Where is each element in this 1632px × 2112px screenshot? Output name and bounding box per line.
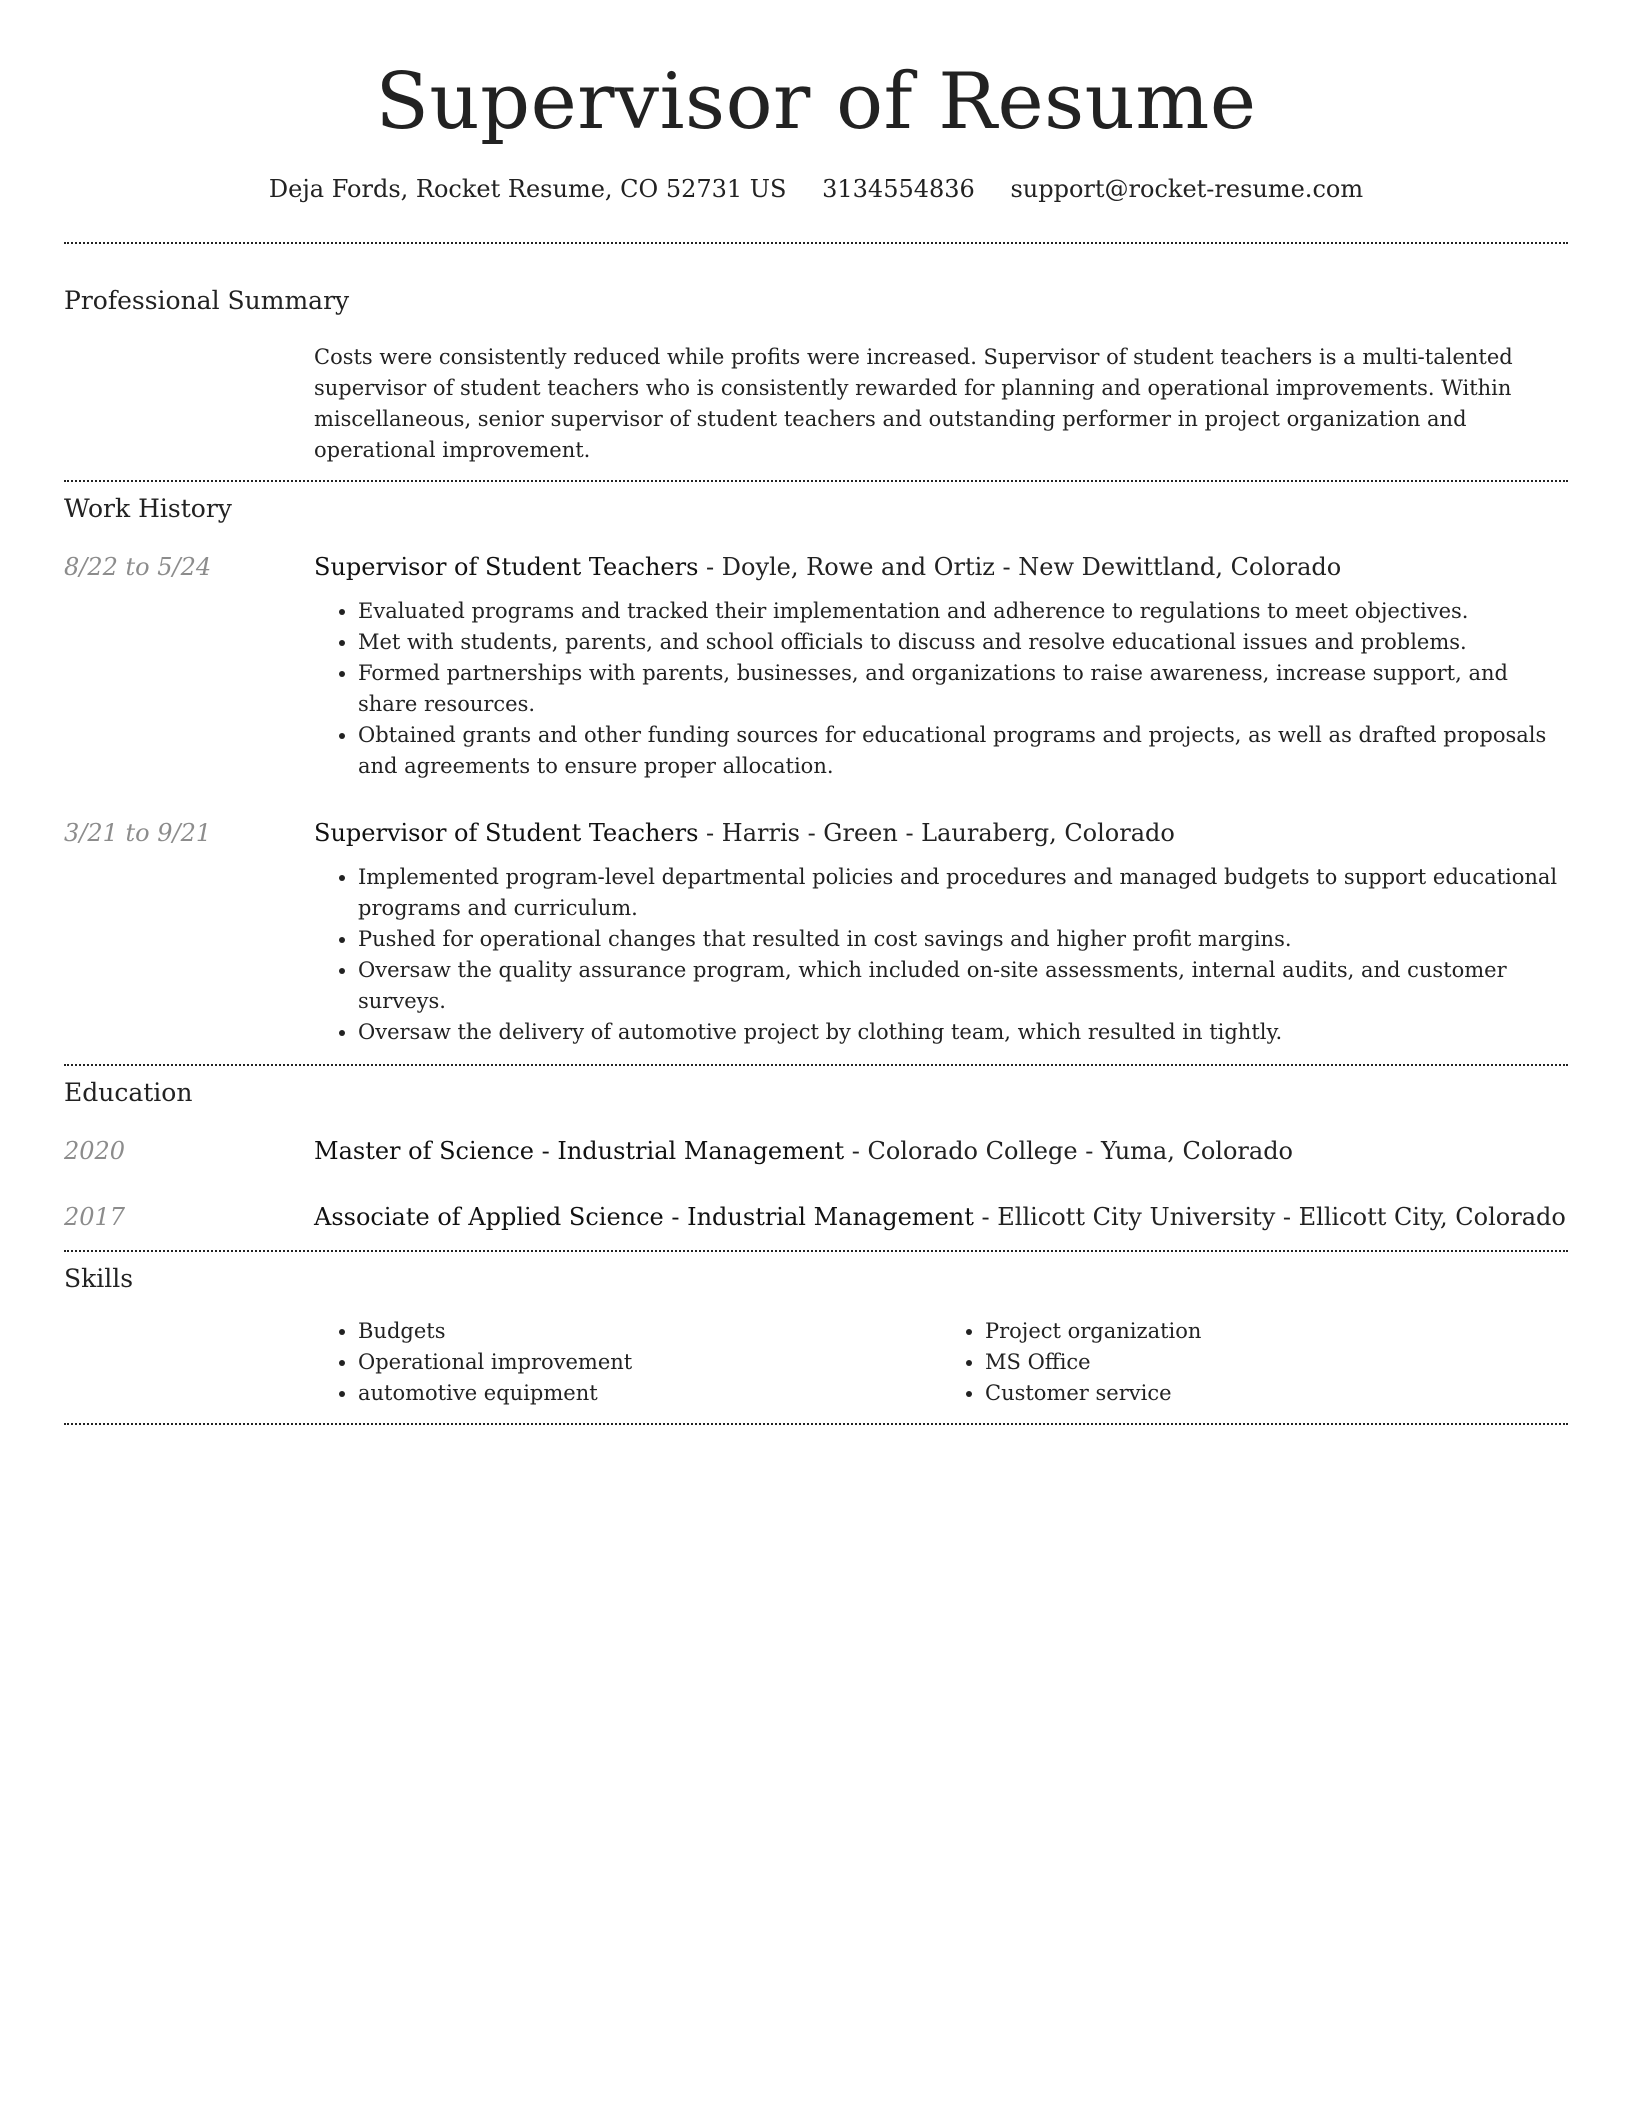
work-dates: 3/21 to 9/21	[64, 819, 212, 847]
work-heading	[314, 550, 1568, 584]
list-item: • Implemented program-level departmental policies and procedures and managed budgets to support educational programs and curriculum.	[358, 862, 1568, 924]
work-entry	[64, 550, 1568, 782]
work-dates: 8/22 to 5/24	[64, 553, 212, 581]
education-divider	[64, 1250, 1568, 1252]
contact-email: support@rocket-resume.com	[1010, 175, 1364, 203]
job-company-location: - Harris - Green - Lauraberg, Colorado	[698, 819, 1175, 847]
skill-item: • Budgets	[358, 1316, 941, 1347]
education-heading	[314, 1134, 1568, 1168]
contact-phone: 3134554836	[822, 175, 975, 203]
summary-title: Professional Summary	[64, 286, 350, 315]
resume-name: Supervisor of Resume	[375, 57, 1257, 147]
education-entry-body	[314, 1200, 1568, 1234]
skills-column-left	[314, 1316, 941, 1409]
skill-item: • Customer service	[985, 1378, 1568, 1409]
summary-section	[64, 284, 1568, 466]
degree: Master of Science - Industrial Management	[314, 1137, 845, 1165]
degree: Associate of Applied Science - Industrial Management	[314, 1203, 974, 1231]
work-entry-body	[314, 816, 1568, 1048]
list-item: • Formed partnerships with parents, businesses, and organizations to raise awareness, increase support, and share resources.	[358, 658, 1568, 720]
list-item: • Evaluated programs and tracked their implementation and adherence to regulations to meet objectives.	[358, 596, 1568, 627]
education-entry	[64, 1134, 1568, 1168]
job-bullets	[314, 862, 1568, 1048]
list-item: • Met with students, parents, and school officials to discuss and resolve educational issues and problems.	[358, 627, 1568, 658]
work-section	[64, 492, 1568, 1048]
job-title: Supervisor of Student Teachers	[314, 553, 699, 581]
education-entry-body	[314, 1134, 1568, 1168]
work-heading	[314, 816, 1568, 850]
school-location: - Ellicott City University - Ellicott City, Colorado	[973, 1203, 1566, 1231]
education-title: Education	[64, 1078, 193, 1107]
skills-section	[64, 1262, 1568, 1423]
list-item: • Pushed for operational changes that resulted in cost savings and higher profit margins.	[358, 924, 1568, 955]
education-year: 2017	[64, 1203, 126, 1231]
school-location: - Colorado College - Yuma, Colorado	[844, 1137, 1294, 1165]
contact-line	[64, 172, 1568, 206]
list-item: • Oversaw the delivery of automotive project by clothing team, which resulted in tightly.	[358, 1017, 1568, 1048]
skill-item: • MS Office	[985, 1347, 1568, 1378]
skills-list	[314, 1316, 1568, 1423]
skill-item: • automotive equipment	[358, 1378, 941, 1409]
education-year: 2020	[64, 1137, 126, 1165]
header-divider	[64, 242, 1568, 244]
summary-text: Costs were consistently reduced while profits were increased. Supervisor of student teachers is a multi-talented supervisor of student teachers who is consistently rewarded for planning and operational improvements. Within miscellaneous, senior supervisor of student teachers and outstanding performer in project organization and operational improvement.	[314, 345, 1513, 462]
job-company-location: - Doyle, Rowe and Ortiz - New Dewittland, Colorado	[698, 553, 1342, 581]
list-item: • Obtained grants and other funding sources for educational programs and projects, as well as drafted proposals and agreements to ensure proper allocation.	[358, 720, 1568, 782]
skill-item: • Operational improvement	[358, 1347, 941, 1378]
contact-address: Deja Fords, Rocket Resume, CO 52731 US	[268, 175, 787, 203]
summary-divider	[64, 480, 1568, 482]
skills-column-right	[941, 1316, 1568, 1409]
work-title: Work History	[64, 494, 232, 523]
skill-item: • Project organization	[985, 1316, 1568, 1347]
skills-title: Skills	[64, 1264, 134, 1293]
list-item: • Oversaw the quality assurance program, which included on-site assessments, internal audits, and customer surveys.	[358, 955, 1568, 1017]
education-entry	[64, 1200, 1568, 1234]
job-bullets	[314, 596, 1568, 782]
job-title: Supervisor of Student Teachers	[314, 819, 699, 847]
skills-divider	[64, 1423, 1568, 1425]
work-entry-body	[314, 550, 1568, 782]
education-heading	[314, 1200, 1568, 1234]
education-section	[64, 1076, 1568, 1250]
work-entry	[64, 816, 1568, 1048]
work-divider	[64, 1064, 1568, 1066]
